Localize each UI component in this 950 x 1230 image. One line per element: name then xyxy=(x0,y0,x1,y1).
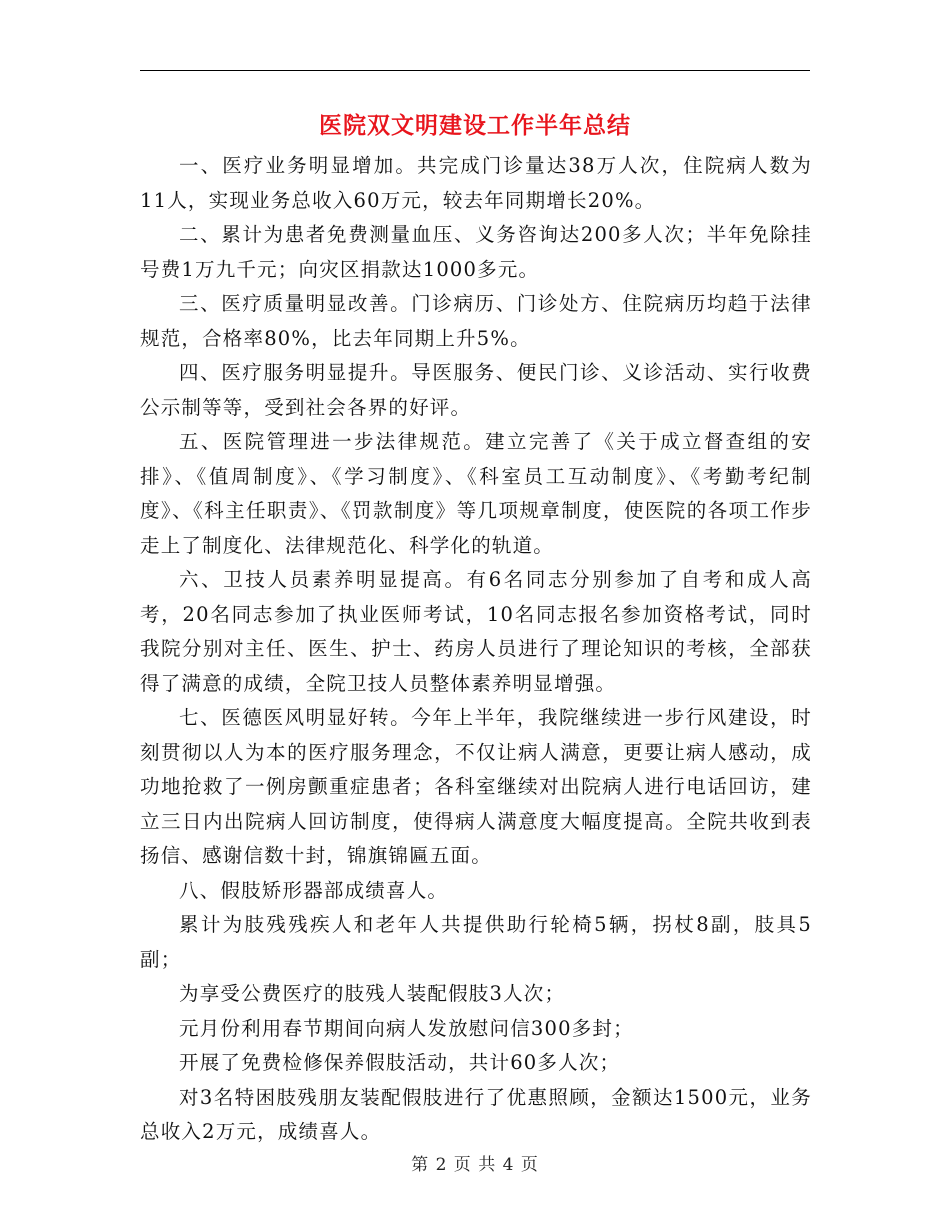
document-title: 医院双文明建设工作半年总结 xyxy=(319,112,631,139)
paragraph-8: 八、假肢矫形器部成绩喜人。 xyxy=(179,878,449,902)
paragraph-13: 对3名特困肢残朋友装配假肢进行了优惠照顾，金额达1500元，业务总收入2万元，成绩喜人。 xyxy=(140,1085,812,1143)
paragraph-4: 四、医疗服务明显提升。导医服务、便民门诊、义诊活动、实行收费公示制等等，受到社会各界的好评。 xyxy=(140,361,812,419)
page-number: 第 2 页 共 4 页 xyxy=(411,1155,539,1175)
paragraph-3: 三、医疗质量明显改善。门诊病历、门诊处方、住院病历均趋于法律规范，合格率80%，比去年同期上升5%。 xyxy=(140,292,812,350)
header-rule xyxy=(140,70,810,71)
paragraph-10: 为享受公费医疗的肢残人装配假肢3人次； xyxy=(179,982,566,1005)
paragraph-12: 开展了免费检修保养假肢活动，共计60多人次； xyxy=(179,1051,621,1074)
document-body xyxy=(140,149,812,1150)
paragraph-6: 六、卫技人员素养明显提高。有6名同志分别参加了自考和成人高考，20名同志参加了执业医师考试，10名同志报名参加资格考试，同时我院分别对主任、医生、护士、药房人员进行了理论知识的考核，全部获得了满意的成绩，全院卫技人员整体素养明显增强。 xyxy=(140,568,812,695)
paragraph-2: 二、累计为患者免费测量血压、义务咨询达200多人次；半年免除挂号费1万九千元；向灾区捐款达1000多元。 xyxy=(140,223,812,281)
paragraph-9: 累计为肢残残疾人和老年人共提供助行轮椅5辆，拐杖8副，肢具5副； xyxy=(140,913,812,971)
paragraph-5: 五、医院管理进一步法律规范。建立完善了《关于成立督查组的安排》、《值周制度》、《学习制度》、《科室员工互动制度》、《考勤考纪制度》、《科主任职责》、《罚款制度》等几项规章制度，使医院的各项工作步走上了制度化、法律规范化、科学化的轨道。 xyxy=(140,430,812,557)
paragraph-1: 一、医疗业务明显增加。共完成门诊量达38万人次，住院病人数为11人，实现业务总收入60万元，较去年同期增长20%。 xyxy=(140,154,812,212)
paragraph-11: 元月份利用春节期间向病人发放慰问信300多封； xyxy=(179,1016,634,1040)
paragraph-7: 七、医德医风明显好转。今年上半年，我院继续进一步行风建设，时刻贯彻以人为本的医疗服务理念，不仅让病人满意，更要让病人感动，成功地抢救了一例房颤重症患者；各科室继续对出院病人进行电话回访，建立三日内出院病人回访制度，使得病人满意度大幅度提高。全院共收到表扬信、感谢信数十封，锦旗锦匾五面。 xyxy=(140,706,812,867)
